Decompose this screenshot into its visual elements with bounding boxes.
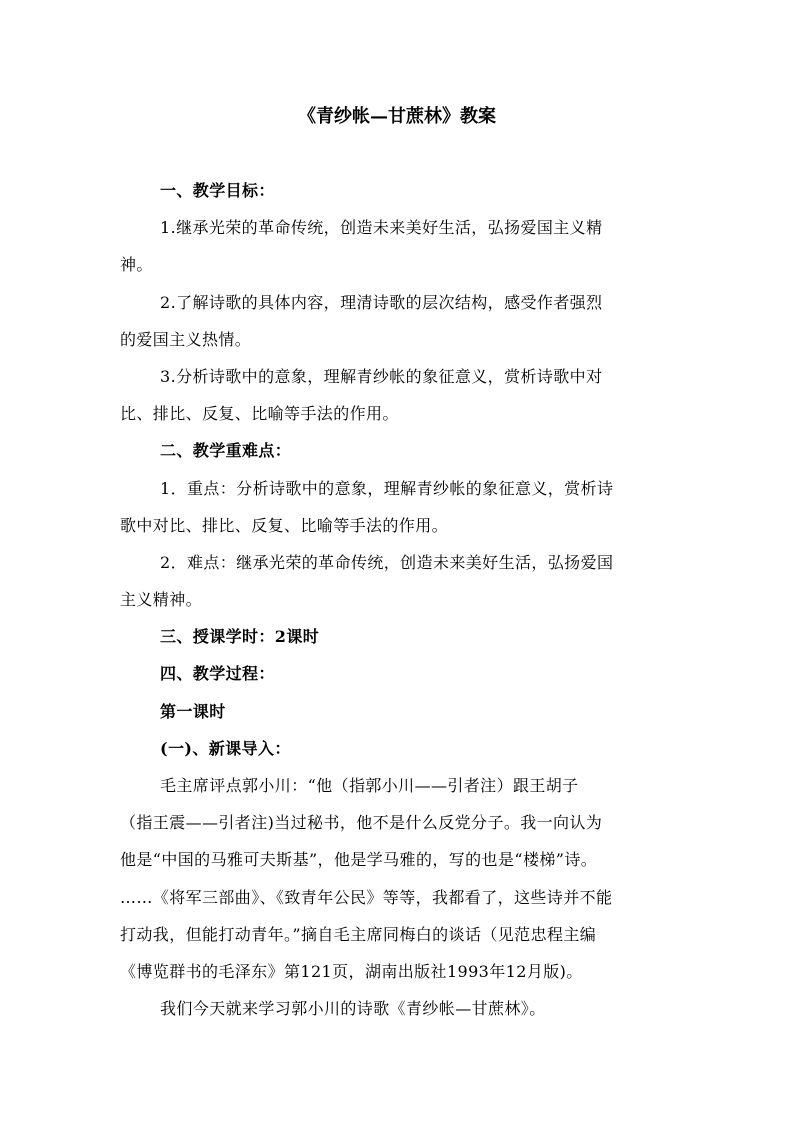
paragraph-line: 1．重点：分析诗歌中的意象，理解青纱帐的象征意义，赏析诗 — [160, 478, 614, 498]
paragraph-line: 打动我，但能打动青年。”摘自毛主席同梅白的谈话（见范忠程主编 — [120, 924, 597, 944]
section-heading-line: 三、授课学时：2课时 — [160, 627, 320, 647]
paragraph-line: 的爱国主义热情。 — [120, 329, 252, 349]
document-title: 《青纱帐—甘蔗林》教案 — [298, 106, 496, 127]
paragraph-line: 1.继承光荣的革命传统，创造未来美好生活，弘扬爱国主义精 — [160, 218, 603, 238]
paragraph-line: 3.分析诗歌中的意象，理解青纱帐的象征意义，赏析诗歌中对 — [160, 366, 603, 386]
paragraph-line: （指王震——引者注)当过秘书，他不是什么反党分子。我一向认为 — [120, 813, 603, 833]
paragraph-line: 2.了解诗歌的具体内容，理清诗歌的层次结构，感受作者强烈 — [160, 292, 603, 312]
paragraph-line: 毛主席评点郭小川：“他（指郭小川——引者注）跟王胡子 — [160, 776, 579, 795]
section-heading-line: 四、教学过程： — [160, 664, 275, 684]
paragraph-line: 《博览群书的毛泽东》第121页，湖南出版社1993年12月版)。 — [120, 961, 583, 981]
section-heading-line: 一、教学目标： — [160, 181, 275, 200]
paragraph-line: 神。 — [120, 255, 153, 275]
section-heading-line: 第一课时 — [160, 701, 226, 721]
paragraph-line: 比、排比、反复、比喻等手法的作用。 — [120, 404, 399, 424]
paragraph-line: 我们今天就来学习郭小川的诗歌《青纱帐—甘蔗林》。 — [160, 999, 546, 1019]
paragraph-line: 他是“中国的马雅可夫斯基”，他是学马雅的，写的也是“楼梯”诗。 — [120, 850, 598, 870]
section-heading-line: (一)、新课导入： — [160, 738, 291, 758]
paragraph-line: 歌中对比、排比、反复、比喻等手法的作用。 — [120, 515, 449, 535]
paragraph-line: 2．难点：继承光荣的革命传统，创造未来美好生活，弘扬爱国 — [160, 552, 614, 572]
paragraph-line: ……《将军三部曲》、《致青年公民》等等，我都看了，这些诗并不能 — [120, 887, 613, 907]
paragraph-line: 主义精神。 — [120, 590, 203, 610]
document-body — [120, 172, 676, 1027]
section-heading-line: 二、教学重难点： — [160, 441, 292, 461]
